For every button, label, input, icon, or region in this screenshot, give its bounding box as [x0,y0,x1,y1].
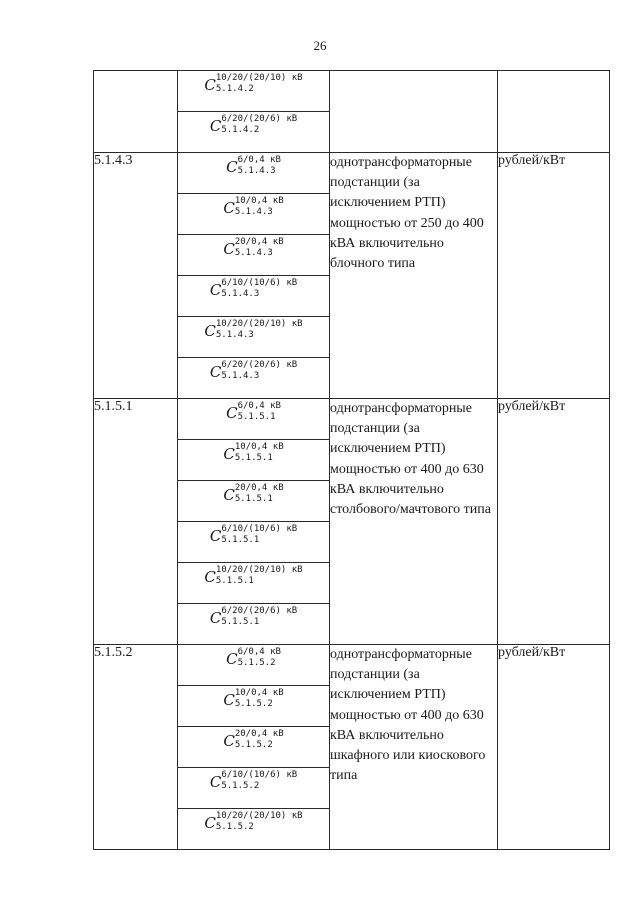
item-unit: рублей/кВт [498,645,610,850]
formula-subscript: 5.1.5.2 [215,822,254,832]
item-code: 5.1.4.3 [94,153,178,399]
formula-symbol: C [209,773,222,791]
formula-superscript: 10/20/(20/10) кВ [215,319,303,329]
formula-cell [178,604,330,645]
formula-superscript: 20/0,4 кВ [234,729,284,739]
rate-formula [226,401,281,422]
formula-subscript: 5.1.5.1 [221,617,260,627]
formula-subscript: 5.1.5.2 [234,740,273,750]
formula-subscript: 5.1.4.3 [234,207,273,217]
rate-formula [226,647,281,668]
rate-formula [210,360,297,381]
formula-superscript: 6/20/(20/6) кВ [221,606,298,616]
formula-symbol: C [209,527,222,545]
rate-formula [204,565,302,586]
formula-symbol: C [226,404,238,422]
formula-superscript: 20/0,4 кВ [234,483,284,493]
table-row [94,71,610,112]
formula-symbol: C [204,568,216,586]
rate-formula [210,524,297,545]
item-unit [498,71,610,153]
formula-superscript: 10/0,4 кВ [234,688,284,698]
formula-cell [178,112,330,153]
table-row [94,153,610,194]
rate-formula [204,319,302,340]
formula-subscript: 5.1.5.2 [221,781,260,791]
formula-cell [178,727,330,768]
item-unit: рублей/кВт [498,153,610,399]
formula-subscript: 5.1.5.2 [237,658,276,668]
formula-subscript: 5.1.4.3 [234,248,273,258]
rate-formula [223,688,283,709]
formula-superscript: 6/10/(10/6) кВ [221,770,298,780]
formula-cell [178,194,330,235]
formula-cell [178,358,330,399]
formula-superscript: 6/20/(20/6) кВ [221,360,298,370]
rate-formula [223,196,283,217]
item-code: 5.1.5.2 [94,645,178,850]
formula-subscript: 5.1.5.1 [234,494,273,504]
formula-symbol: C [223,445,235,463]
rate-formula [204,811,302,832]
formula-subscript: 5.1.4.3 [221,289,260,299]
rate-formula [223,483,283,504]
formula-symbol: C [204,322,216,340]
formula-cell [178,440,330,481]
formula-subscript: 5.1.5.2 [234,699,273,709]
formula-cell [178,522,330,563]
formula-superscript: 10/20/(20/10) кВ [215,73,303,83]
rate-formula [223,442,283,463]
formula-symbol: C [204,76,216,94]
formula-cell [178,645,330,686]
formula-cell [178,317,330,358]
formula-subscript: 5.1.4.3 [221,371,260,381]
formula-superscript: 6/0,4 кВ [237,401,281,411]
formula-symbol: C [223,732,235,750]
formula-symbol: C [209,117,222,135]
formula-symbol: C [204,814,216,832]
formula-cell [178,153,330,194]
formula-superscript: 10/0,4 кВ [234,196,284,206]
formula-superscript: 6/10/(10/6) кВ [221,524,298,534]
formula-subscript: 5.1.5.1 [234,453,273,463]
formula-superscript: 10/20/(20/10) кВ [215,565,303,575]
item-unit: рублей/кВт [498,399,610,645]
formula-superscript: 10/20/(20/10) кВ [215,811,303,821]
page-number: 26 [313,38,327,53]
formula-symbol: C [209,281,222,299]
table-row [94,645,610,686]
formula-cell [178,768,330,809]
formula-superscript: 6/10/(10/6) кВ [221,278,298,288]
formula-cell [178,399,330,440]
rate-formula [210,278,297,299]
formula-subscript: 5.1.4.3 [237,166,276,176]
formula-cell [178,481,330,522]
formula-cell [178,276,330,317]
formula-cell [178,686,330,727]
formula-superscript: 6/0,4 кВ [237,155,281,165]
formula-subscript: 5.1.4.2 [215,84,254,94]
formula-symbol: C [223,199,235,217]
item-description: однотрансформаторные подстанции (за исключением РТП) мощностью от 250 до 400 кВА включительно блочного типа [330,153,498,399]
table-row [94,399,610,440]
item-code: 5.1.5.1 [94,399,178,645]
formula-cell [178,563,330,604]
rate-formula [226,155,281,176]
formula-superscript: 10/0,4 кВ [234,442,284,452]
formula-subscript: 5.1.5.1 [221,535,260,545]
item-description: однотрансформаторные подстанции (за исключением РТП) мощностью от 400 до 630 кВА включительно шкафного или киоскового типа [330,645,498,850]
formula-symbol: C [226,158,238,176]
item-description: однотрансформаторные подстанции (за исключением РТП) мощностью от 400 до 630 кВА включительно столбового/мачтового типа [330,399,498,645]
formula-cell [178,809,330,850]
formula-symbol: C [209,609,222,627]
tariff-table [93,70,610,850]
formula-subscript: 5.1.5.1 [237,412,276,422]
formula-cell [178,71,330,112]
formula-cell [178,235,330,276]
formula-symbol: C [226,650,238,668]
rate-formula [223,729,283,750]
formula-symbol: C [209,363,222,381]
formula-subscript: 5.1.4.2 [221,125,260,135]
rate-formula [210,114,297,135]
formula-subscript: 5.1.5.1 [215,576,254,586]
rate-formula [210,606,297,627]
rate-formula [204,73,302,94]
formula-symbol: C [223,240,235,258]
rate-formula [223,237,283,258]
formula-symbol: C [223,691,235,709]
formula-subscript: 5.1.4.3 [215,330,254,340]
formula-superscript: 6/0,4 кВ [237,647,281,657]
formula-superscript: 6/20/(20/6) кВ [221,114,298,124]
item-description [330,71,498,153]
formula-superscript: 20/0,4 кВ [234,237,284,247]
tariff-table-body [94,71,610,850]
rate-formula [210,770,297,791]
item-code [94,71,178,153]
formula-symbol: C [223,486,235,504]
